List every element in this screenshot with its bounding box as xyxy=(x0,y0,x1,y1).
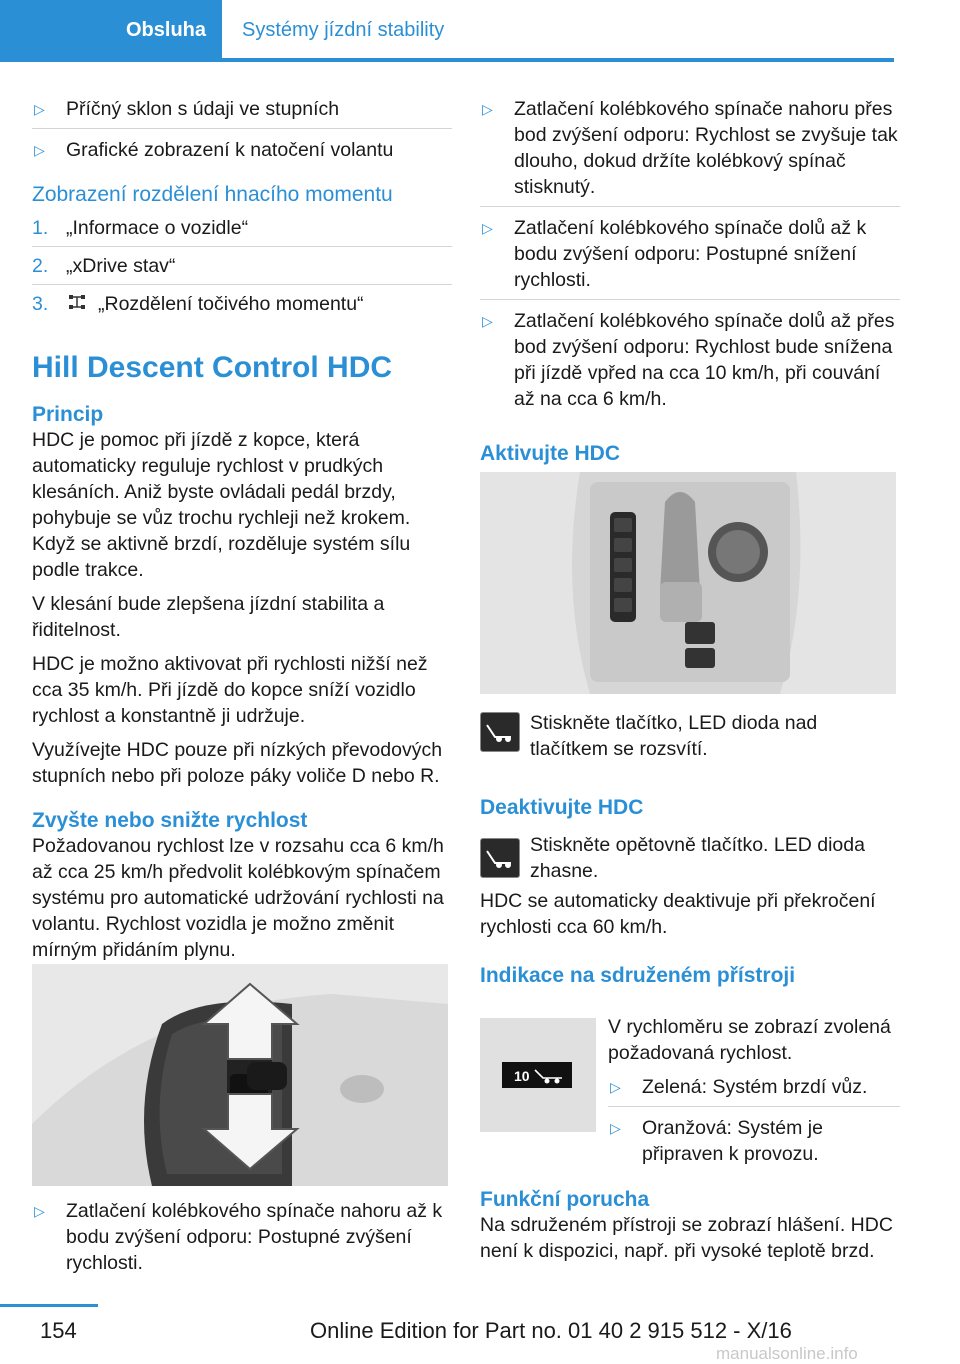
list-item: ▷ Zatlačení kolébkového spínače nahoru přes bod zvýšení odporu: Rychlost se zvyšuje tak dlouho, dokud držíte kolébkový spínač stisknutý. xyxy=(480,96,900,207)
paragraph: V klesání bude zlepšena jízdní stabilita a řiditelnost. xyxy=(32,592,385,641)
steering-wheel-rocker-image xyxy=(32,964,448,1186)
page-header xyxy=(0,0,960,62)
fault-heading: Funkční porucha xyxy=(480,1188,650,1211)
cluster-text: V rychloměru se zobrazí zvolená požadovaná rychlost. xyxy=(608,1016,891,1064)
activate-text-block xyxy=(530,710,900,770)
right-column xyxy=(480,96,900,466)
list-item: ▷ Zatlačení kolébkového spínače dolů až k bodu zvýšení odporu: Postupné snížení rychlosti. xyxy=(480,215,900,300)
torque-distribution-icon xyxy=(66,292,88,318)
tab-obsluha[interactable]: Obsluha xyxy=(0,0,222,60)
top-bullet-list xyxy=(32,96,452,169)
cluster-text-block xyxy=(608,1014,900,1181)
deactivate-text-block xyxy=(530,832,900,892)
paragraph: HDC je možno aktivovat při rychlosti nižší než cca 35 km/h. Při jízdě do kopce sníží vozidlo rychlost a konstantně ji udržuje. xyxy=(32,652,428,727)
step-item: 3. „Rozdělení točivého momentu“ xyxy=(32,291,452,323)
triangle-right-icon: ▷ xyxy=(482,313,493,329)
page-number: 154 xyxy=(40,1318,77,1343)
deactivate-note-block xyxy=(480,888,900,988)
princip-heading: Princip xyxy=(32,402,104,426)
left-column-bottom xyxy=(32,1198,452,1290)
activate-heading: Aktivujte HDC xyxy=(480,442,621,465)
deactivate-note: HDC se automaticky deaktivuje při překročení rychlosti cca 60 km/h. xyxy=(480,890,876,938)
triangle-right-icon: ▷ xyxy=(610,1079,621,1095)
deactivate-heading: Deaktivujte HDC xyxy=(480,796,644,819)
deactivate-section xyxy=(480,796,900,820)
list-item: ▷ Příčný sklon s údaji ve stupních xyxy=(32,96,452,129)
triangle-right-icon: ▷ xyxy=(482,220,493,236)
triangle-right-icon: ▷ xyxy=(34,1203,45,1219)
list-item: ▷ Grafické zobrazení k natočení volantu xyxy=(34,139,394,161)
triangle-right-icon: ▷ xyxy=(34,142,45,158)
cluster-speed-value: 10 xyxy=(514,1068,530,1084)
activate-text: Stiskněte tlačítko, LED dioda nad tlačítkem se rozsvítí. xyxy=(530,712,818,760)
left-column xyxy=(32,96,452,971)
step-item: 2. „xDrive stav“ xyxy=(32,253,452,285)
center-console-image xyxy=(480,472,896,694)
hdc-button-icon xyxy=(480,712,520,752)
edition-text: Online Edition for Part no. 01 40 2 915 512 - X/16 xyxy=(310,1318,792,1343)
speed-heading: Zvyšte nebo snižte rychlost xyxy=(32,808,308,832)
torque-steps xyxy=(32,215,452,323)
tab-systemy-jizdni-stability[interactable]: Systémy jízdní stability xyxy=(242,18,445,41)
list-item: ▷ Zatlačení kolébkového spínače dolů až přes bod zvýšení odporu: Rychlost bude snížena při jízdě vpřed na cca 10 km/h, při couvání až na cca 6 km/h. xyxy=(482,310,895,410)
triangle-right-icon: ▷ xyxy=(482,101,493,117)
hdc-button-icon xyxy=(480,838,520,878)
cluster-heading: Indikace na sdruženém přístroji xyxy=(480,964,796,987)
paragraph: HDC je pomoc při jízdě z kopce, která automaticky reguluje rychlost v prudkých klesáních. Aniž byste ovládali pedál brzdy, pohybuje se vůz trochu rychleji než krokem. Když se aktivně brzdí, rozděluje systém sílu podle trakce. xyxy=(32,428,411,581)
fault-text: Na sdruženém přístroji se zobrazí hlášení. HDC není k dispozici, např. při vysoké teplotě brzd. xyxy=(480,1214,893,1262)
triangle-right-icon: ▷ xyxy=(610,1120,621,1136)
step-item: 1. „Informace o vozidle“ xyxy=(32,215,452,247)
list-item: ▷ Oranžová: Systém je připraven k provozu. xyxy=(610,1117,823,1165)
rocker-bullet-list-right xyxy=(480,96,900,418)
watermark: manualsonline.info xyxy=(716,1344,858,1363)
footer-divider xyxy=(0,1304,98,1307)
cluster-bullet-list xyxy=(608,1074,900,1173)
deactivate-text: Stiskněte opětovně tlačítko. LED dioda zhasne. xyxy=(530,834,865,882)
paragraph: Využívejte HDC pouze při nízkých převodových stupních nebo při poloze páky voliče D nebo R. xyxy=(32,738,443,787)
fault-section xyxy=(480,1188,900,1272)
triangle-right-icon: ▷ xyxy=(34,101,45,117)
list-item: ▷ Zatlačení kolébkového spínače nahoru až k bodu zvýšení odporu: Postupné zvýšení rychlosti. xyxy=(34,1200,443,1274)
hdc-title: Hill Descent Control HDC xyxy=(32,350,393,384)
list-item: ▷ Zelená: Systém brzdí vůz. xyxy=(608,1074,900,1107)
paragraph: Požadovanou rychlost lze v rozsahu cca 6 km/h až cca 25 km/h předvolit kolébkovým spínačem systému pro automatické udržování rychlosti na volantu. Rychlost vozidla je možno změnit mírným přidáním plynu. xyxy=(32,834,444,961)
torque-heading: Zobrazení rozdělení hnacího momentu xyxy=(32,183,393,206)
header-divider xyxy=(0,58,894,62)
rocker-bullet-list xyxy=(32,1198,452,1282)
cluster-display-image xyxy=(480,1018,596,1132)
